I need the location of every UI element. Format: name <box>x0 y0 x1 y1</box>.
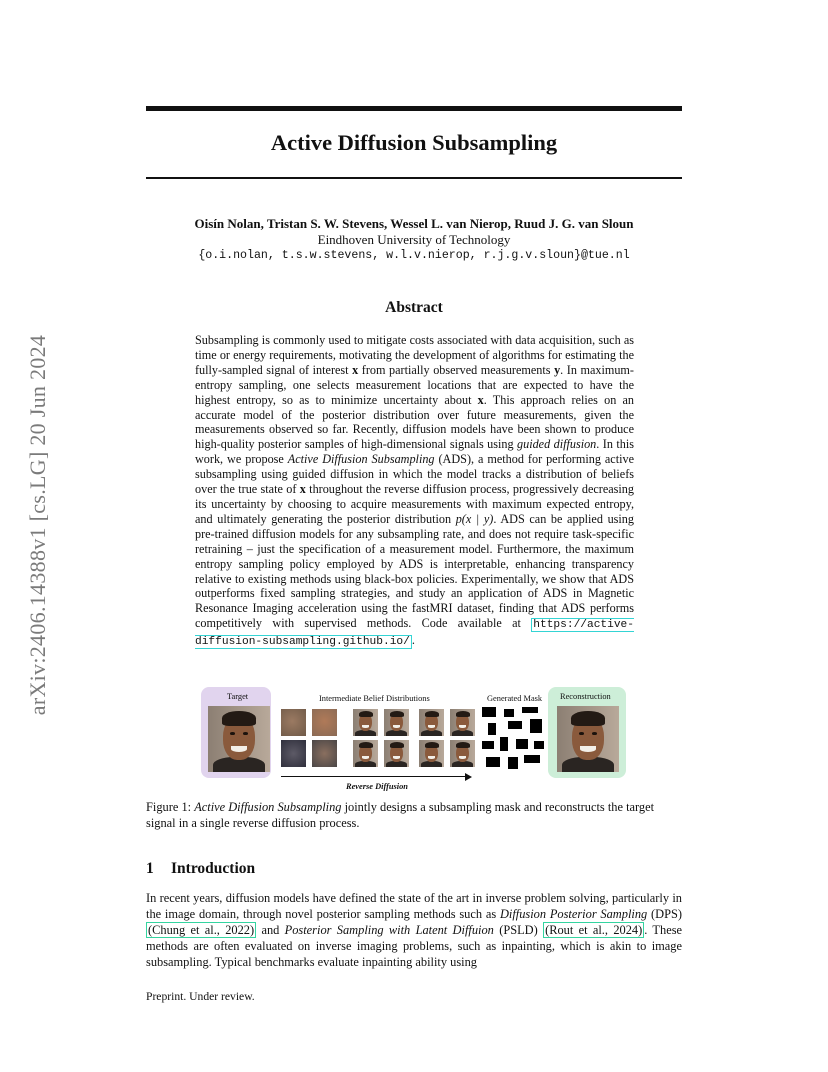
figure-1 <box>195 684 633 794</box>
belief-face-image <box>353 709 378 736</box>
label-reconstruction: Reconstruction <box>560 692 611 701</box>
author-names: Oisín Nolan, Tristan S. W. Stevens, Wessel L. van Nierop, Ruud J. G. van Sloun <box>194 216 634 231</box>
footer-note: Preprint. Under review. <box>146 990 255 1003</box>
reconstruction-face-image <box>557 706 619 772</box>
belief-face-image <box>419 740 444 767</box>
code-url-link[interactable]: https://active-diffusion-subsampling.github.io/ <box>195 619 634 649</box>
citation-link[interactable]: (Chung et al., 2022) <box>148 922 255 937</box>
paper-title: Active Diffusion Subsampling <box>270 130 558 155</box>
target-face-image <box>208 706 270 772</box>
label-intermediate: Intermediate Belief Distributions <box>319 694 430 703</box>
arxiv-sidebar <box>18 290 58 760</box>
belief-blur-image <box>312 709 337 736</box>
belief-blur-image <box>312 740 337 767</box>
belief-face-image <box>450 740 475 767</box>
intro-paragraph: In recent years, diffusion models have defined the state of the art in inverse problem solving, particularly in the image domain, through novel posterior sampling methods such as Diffusion Posterior Sampling (DPS) (Chung et al., 2022) and Posterior Sampling with Latent Diffuion (PSLD) (Rout et al., 2024) . These methods are often evaluated on inverse imaging problems, such as inpainting, which is akin to image subsampling. Typical benchmarks evaluate inpainting ability using <box>146 891 683 969</box>
abstract-heading: Abstract <box>385 299 443 316</box>
belief-face-image <box>384 709 409 736</box>
arrow-head-icon <box>465 773 472 781</box>
arxiv-id: arXiv:2406.14388v1 [cs.LG] 20 Jun 2024 <box>25 334 51 716</box>
figure-caption: Figure 1: Active Diffusion Subsampling jointly designs a subsampling mask and reconstructs the target signal in a single reverse diffusion process. <box>146 800 655 830</box>
label-mask: Generated Mask <box>487 694 543 703</box>
affiliation: Eindhoven University of Technology <box>317 232 511 247</box>
belief-blur-image <box>281 740 306 767</box>
label-reverse-diffusion: Reverse Diffusion <box>346 782 408 791</box>
reverse-diffusion-arrow <box>281 776 467 777</box>
title-rule-top <box>146 106 682 111</box>
belief-face-image <box>384 740 409 767</box>
title-rule-bottom <box>146 177 682 179</box>
section-number: 1 <box>146 860 154 877</box>
citation-link[interactable]: (Rout et al., 2024) <box>545 922 643 937</box>
author-emails: {o.i.nolan, t.s.w.stevens, w.l.v.nierop, r.j.g.v.sloun}@tue.nl <box>198 249 630 262</box>
section-title: Introduction <box>171 860 256 877</box>
label-target: Target <box>227 692 249 701</box>
generated-mask-image <box>482 707 544 769</box>
belief-face-image <box>419 709 444 736</box>
belief-face-image <box>353 740 378 767</box>
belief-face-image <box>450 709 475 736</box>
belief-blur-image <box>281 709 306 736</box>
abstract-text: Subsampling is commonly used to mitigate costs associated with data acquisition, such as time or energy requirements, motivating the development of algorithms for estimating the fully-sampled signal of interest x from partially observed measurements y. In maximum-entropy sampling, one selects measurement locations that are expected to have the highest entropy, so as to minimize uncertainty about x. This approach relies on an accurate model of the posterior distribution over future measurements, given the measurements observed so far. Recently, diffusion models have been shown to produce high-quality posterior samples of high-dimensional signals using guided diffusion. In this work, we propose Active Diffusion Subsampling (ADS), a method for performing active subsampling using guided diffusion in which the model tracks a distribution of beliefs over the true state of x throughout the reverse diffusion process, progressively decreasing its uncertainty by choosing to acquire measurements with maximum expected entropy, and ultimately generating the posterior distribution p(x | y). ADS can be applied using pre-trained diffusion models for any subsampling rate, and does not require task-specific retraining – just the specification of a measurement model. Furthermore, the maximum entropy sampling policy employed by ADS is interpretable, enhancing transparency relative to existing methods using black-box policies. Experimentally, we show that ADS outperforms fixed sampling strategies, and study an application of ADS in Magnetic Resonance Imaging acceleration using the fastMRI dataset, finding that ADS performs competitively with supervised methods. Code available at https://active-diffusion-subsampling.github.io/ . <box>195 333 634 649</box>
section-heading <box>146 860 682 878</box>
author-block <box>146 216 682 264</box>
